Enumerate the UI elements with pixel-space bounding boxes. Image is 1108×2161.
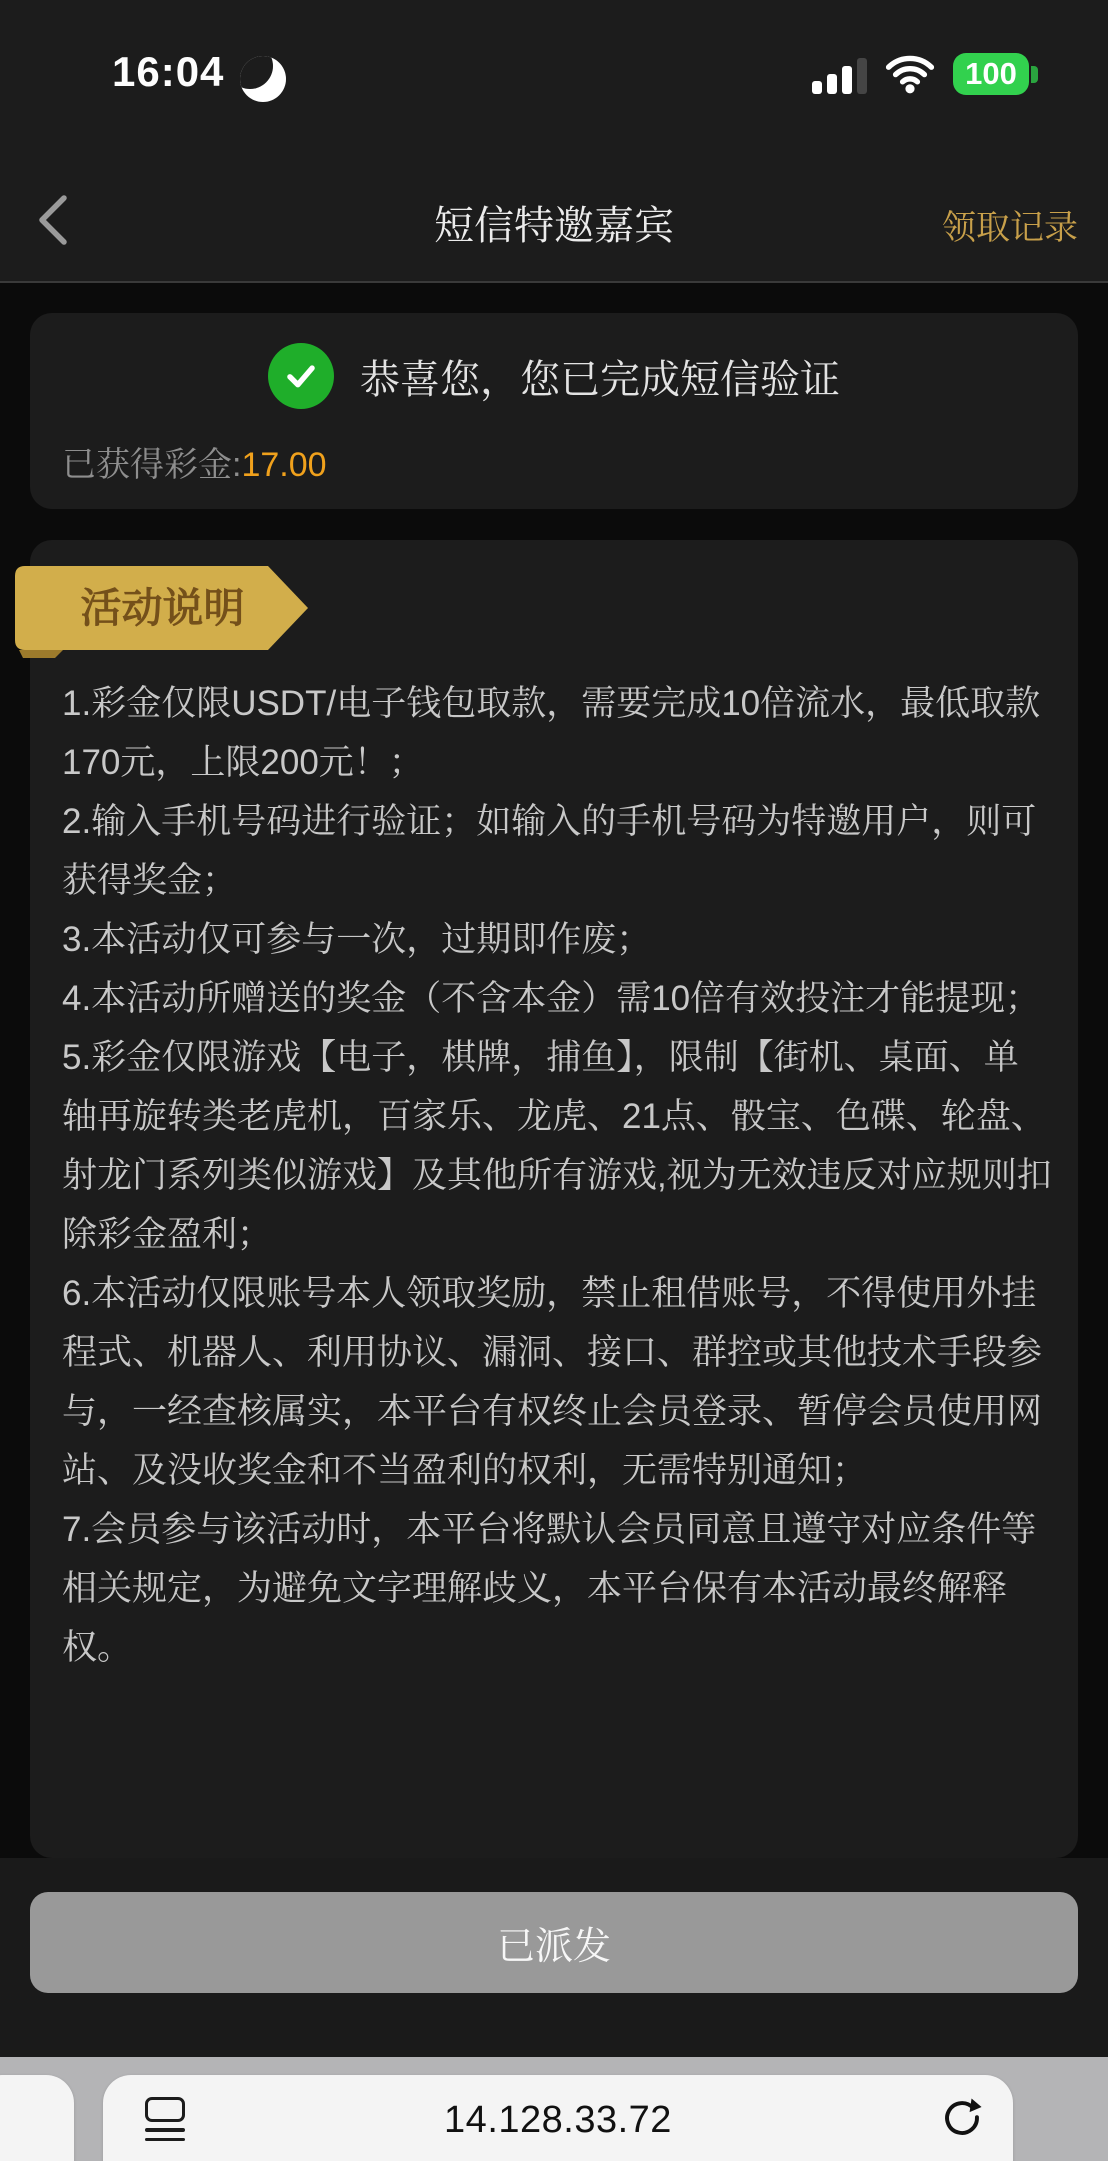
activity-ribbon bbox=[15, 566, 310, 658]
success-message: 恭喜您，您已完成短信验证 bbox=[360, 357, 840, 402]
rule-item: 4.本活动所赠送的奖金（不含本金）需10倍有效投注才能提现； bbox=[62, 979, 1041, 1018]
rules-text bbox=[62, 674, 1052, 1677]
rule-item: 6.本活动仅限账号本人领取奖励，禁止租借账号，不得使用外挂程式、机器人、利用协议、漏洞、接口、群控或其他技术手段参与，一经查核属实，本平台有权终止会员登录、暂停会员使用网站、及没收奖金和不当盈利的权利，无需特别通知； bbox=[62, 1274, 1043, 1490]
page-title: 短信特邀嘉宾 bbox=[434, 204, 674, 248]
cellular-signal-icon bbox=[812, 54, 867, 94]
ribbon-label: 活动说明 bbox=[80, 585, 245, 631]
rule-item: 5.彩金仅限游戏【电子，棋牌，捕鱼】，限制【街机、桌面、单轴再旋转类老虎机，百家乐、龙虎、21点、骰宝、色碟、轮盘、射龙门系列类似游戏】及其他所有游戏,视为无效违反对应规则扣除彩金盈利； bbox=[62, 1038, 1052, 1254]
rule-item: 3.本活动仅可参与一次，过期即作废； bbox=[62, 920, 652, 959]
bonus-label: 已获得彩金: bbox=[62, 446, 242, 484]
status-icons bbox=[812, 50, 1038, 98]
bonus-amount: 17.00 bbox=[241, 446, 327, 484]
sms-verified-card bbox=[30, 313, 1078, 509]
crescent-moon-icon bbox=[240, 56, 286, 102]
action-bar bbox=[0, 1858, 1108, 2057]
check-circle-icon bbox=[268, 343, 334, 409]
dispatched-button[interactable]: 已派发 bbox=[30, 1892, 1078, 1993]
activity-rules-card bbox=[30, 540, 1078, 1858]
top-chrome bbox=[0, 0, 1108, 283]
url-text[interactable]: 14.128.33.72 bbox=[444, 2099, 672, 2141]
browser-bottom-bar bbox=[0, 2057, 1108, 2161]
battery-percent: 100 bbox=[965, 56, 1017, 91]
success-row bbox=[30, 343, 1078, 409]
url-bar[interactable] bbox=[103, 2075, 1013, 2161]
battery-icon bbox=[953, 53, 1038, 95]
adjacent-tab-pill[interactable] bbox=[0, 2075, 74, 2161]
status-time: 16:04 bbox=[112, 48, 225, 95]
bonus-line bbox=[62, 437, 327, 486]
claim-records-link[interactable]: 领取记录 bbox=[942, 209, 1078, 247]
rule-item: 2.输入手机号码进行验证；如输入的手机号码为特邀用户，则可获得奖金； bbox=[62, 802, 1037, 900]
reload-icon[interactable] bbox=[939, 2093, 985, 2139]
rule-item: 7.会员参与该活动时，本平台将默认会员同意且遵守对应条件等相关规定，为避免文字理解歧义，本平台保有本活动最终解释权。 bbox=[62, 1510, 1037, 1667]
rule-item: 1.彩金仅限USDT/电子钱包取款，需要完成10倍流水，最低取款170元，上限200元！； bbox=[62, 684, 1041, 782]
wifi-icon bbox=[884, 54, 936, 94]
